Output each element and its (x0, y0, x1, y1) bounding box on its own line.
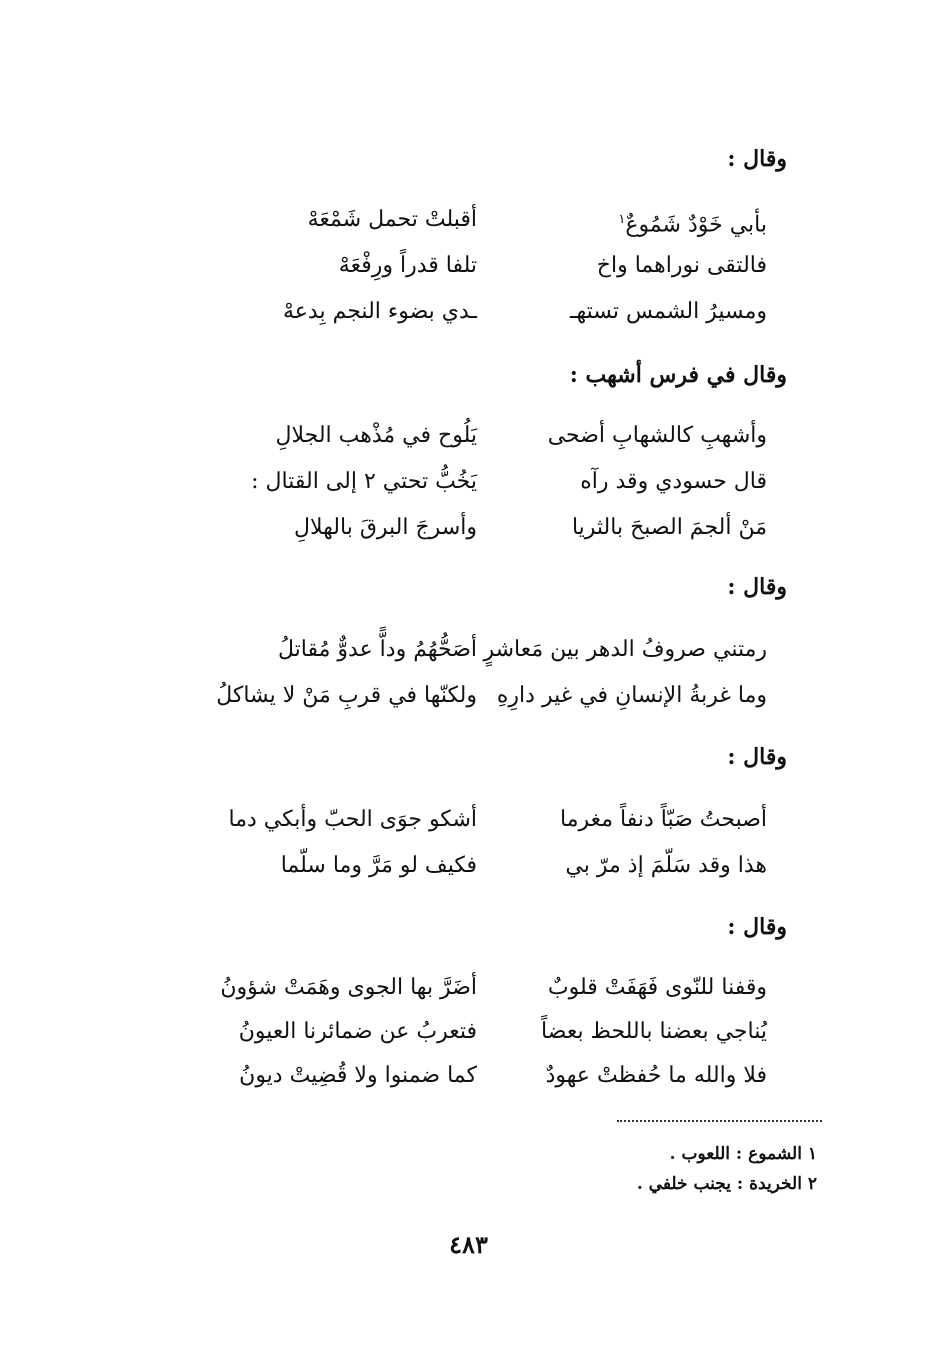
verse-line (207, 292, 767, 332)
verse-line (207, 200, 767, 240)
first-hemistich: وأشهبِ كالشهابِ أضحى (547, 423, 767, 448)
second-hemistich: ولكنّها في قربِ مَنْ لا يشاكلُ (216, 683, 477, 708)
first-hemistich: يُناجي بعضنا باللحظ بعضاً (541, 1019, 767, 1044)
second-hemistich: فكيف لو مَرَّ وما سلّما (280, 853, 477, 878)
second-hemistich: أقبلتْ تحمل شَمْعَهْ (307, 207, 477, 232)
footnote-marker: ١ (618, 212, 626, 227)
poem-intro: وقال : (727, 744, 787, 770)
first-hemistich: بأبي خَوْدٌ شَمُوعٌ$^١$ (618, 212, 767, 238)
poem-intro: وقال : (727, 146, 787, 172)
footnote: ٢ الخريدة : يجنب خلفي . (636, 1174, 817, 1194)
first-hemistich: أصبحتُ صَبّاً دنفاً مغرما (559, 807, 767, 832)
poem-intro: وقال : (727, 914, 787, 940)
second-hemistich: وأسرجَ البرقَ بالهلالِ (294, 515, 477, 540)
footnote: ١ الشموع : اللعوب . (669, 1144, 817, 1164)
first-hemistich: وما غربةُ الإنسانِ في غير دارِهِ (496, 683, 767, 708)
verse-line (207, 846, 767, 886)
poem-intro: وقال : (727, 574, 787, 600)
second-hemistich: تلفا قدراً ورِفْعَهْ (338, 253, 477, 278)
first-hemistich: مَنْ ألجمَ الصبحَ بالثريا (571, 515, 767, 540)
first-hemistich: وقفنا للنّوى فَهَفَتْ قلوبٌ (547, 975, 767, 1000)
verse-line (207, 246, 767, 286)
verse-line (207, 800, 767, 840)
second-hemistich: يَلُوح في مُذْهب الجلالِ (275, 423, 477, 448)
first-hemistich: قال حسودي وقد رآه (580, 469, 767, 494)
verse-line (207, 508, 767, 548)
second-hemistich: كما ضمنوا ولا قُضِيتْ ديونُ (239, 1063, 477, 1088)
first-hemistich: فالتقى نوراهما واخ (596, 253, 767, 278)
verse-line (207, 462, 767, 502)
first-hemistich: هذا وقد سَلّمَ إذ مرّ بي (565, 853, 767, 878)
verse-line (207, 676, 767, 716)
second-hemistich: أشكو جوَى الحبّ وأبكي دما (228, 807, 477, 832)
verse-line (207, 630, 767, 670)
second-hemistich: ـدي بضوء النجم بِدعهْ (283, 299, 477, 324)
second-hemistich: أضَرَّ بها الجوى وهَمَتْ شؤونُ (220, 975, 477, 1000)
second-hemistich: أصَحُّهُمُ وداًّ عدوٌّ مُقاتلُ (278, 637, 477, 662)
verse-line (207, 1056, 767, 1096)
poem-intro: وقال في فرس أشهب : (569, 362, 787, 388)
page-number: ٤٨٣ (449, 1230, 488, 1259)
first-hemistich: ومسيرُ الشمس تستهـ (570, 299, 767, 324)
footnote-divider (617, 1120, 822, 1122)
second-hemistich: يَخُبُّ تحتي ٢ إلى القتال : (251, 469, 477, 494)
first-hemistich: فلا والله ما حُفظتْ عهودٌ (545, 1063, 767, 1088)
first-hemistich: رمتني صروفُ الدهر بين مَعاشرٍ (483, 637, 767, 662)
second-hemistich: فتعربُ عن ضمائرنا العيونُ (238, 1019, 477, 1044)
verse-line (207, 968, 767, 1008)
verse-line (207, 1012, 767, 1052)
verse-line (207, 416, 767, 456)
